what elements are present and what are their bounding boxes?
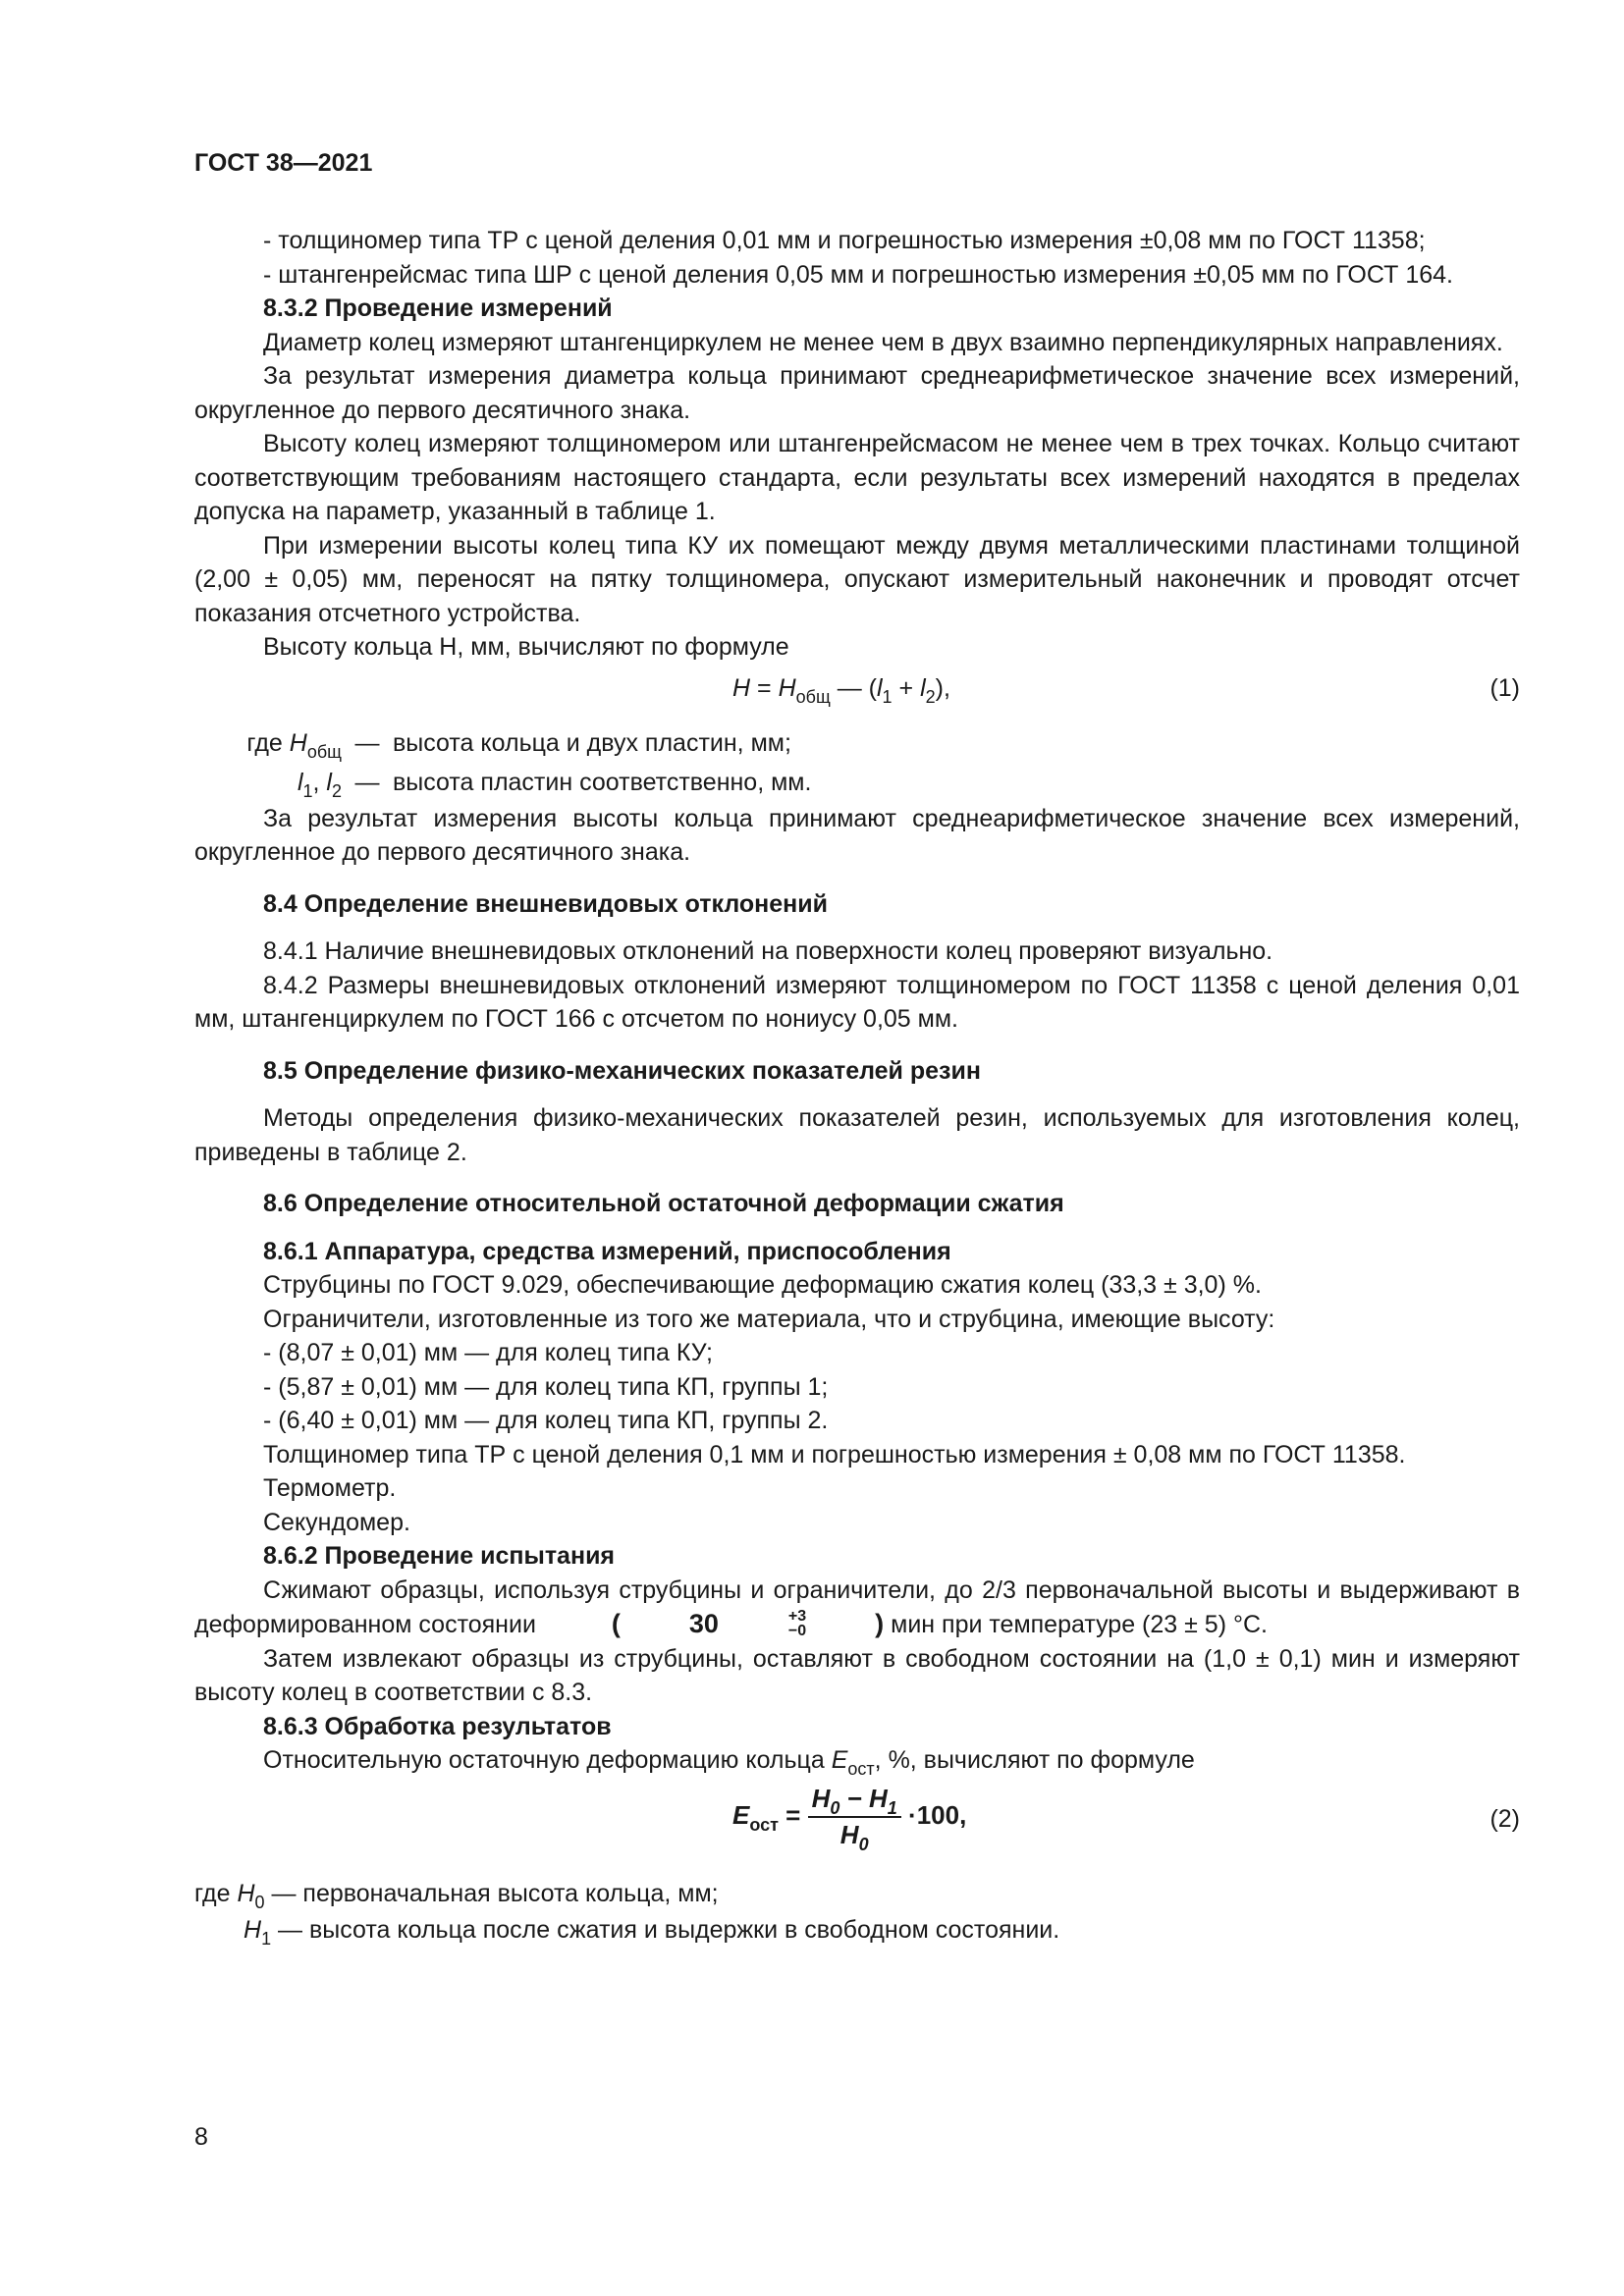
formula-1-legend	[194, 723, 1520, 802]
subsection-heading: 8.6.3 Обработка результатов	[263, 1712, 612, 1740]
legend-dash: —	[354, 728, 380, 757]
paragraph: За результат измерения диаметра кольца принимают среднеарифметическое значение всех измерений, округленное до первого десятичного знака.	[194, 362, 1520, 424]
formula-2-legend	[194, 1876, 1520, 1949]
list-item: - (6,40 ± 0,01) мм — для колец типа КП, группы 2.	[263, 1407, 829, 1434]
subsection-heading: 8.6.1 Аппаратура, средства измерений, приспособления	[263, 1237, 951, 1265]
legend-dash: —	[354, 768, 380, 796]
page-number: 8	[194, 2123, 208, 2151]
document-header: ГОСТ 38—2021	[194, 149, 373, 177]
section-heading: 8.4 Определение внешневидовых отклонений	[263, 889, 828, 918]
section-heading: 8.6 Определение относительной остаточной деформации сжатия	[263, 1190, 1064, 1217]
paragraph: Толщиномер типа ТР с ценой деления 0,1 мм и погрешностью измерения ± 0,08 мм по ГОСТ 11358.	[263, 1440, 1406, 1468]
formula-1-expression: $H = H_{общ}$ — $(l_1 + l_2)$,	[732, 673, 950, 707]
paragraph: Сжимают образцы, используя струбцины и ограничители, до 2/3 первоначальной высоты и выдерживают в деформированном состоянии ( 30 +3 −0 ) мин при температуре (23 ± 5) °С.	[194, 1575, 1520, 1640]
list-item: - (5,87 ± 0,01) мм — для колец типа КП, группы 1;	[263, 1372, 829, 1401]
paragraph: Высоту колец измеряют толщиномером или штангенрейсмасом не менее чем в трех точках. Кольцо считают соответствующим требованиям настоящего стандарта, если результаты всех измерений находятся в пределах допуска на параметр, указанный в таблице 1.	[194, 430, 1520, 525]
paragraph: Относительную остаточную деформацию кольца $E_{ост}$, %, вычисляют по формуле	[263, 1746, 1195, 1779]
list-item: - (8,07 ± 0,01) мм — для колец типа КУ;	[263, 1339, 713, 1366]
paragraph: 8.4.2 Размеры внешневидовых отклонений измеряют толщиномером по ГОСТ 11358 с ценой деления 0,01 мм, штангенциркулем по ГОСТ 166 с отсчетом по нониусу 0,05 мм.	[194, 971, 1520, 1033]
time-limit-value: ( 30 +3 −0 )	[611, 1608, 885, 1640]
formula-1	[194, 665, 1520, 723]
paragraph: Диаметр колец измеряют штангенциркулем не менее чем в двух взаимно перпендикулярных направлениях.	[263, 328, 1503, 356]
paragraph: Методы определения физико-механических показателей резин, используемых для изготовления колец, приведены в таблице 2.	[194, 1104, 1520, 1166]
list-item: - штангенрейсмас типа ШР с ценой деления 0,05 мм и погрешностью измерения ±0,05 мм по ГОСТ 164.	[263, 260, 1453, 289]
formula-2-expression: $E_{ост}$ = $\frac{H_0 - H_1}{H_0}$ ·100,	[732, 1783, 967, 1854]
formula-2	[194, 1778, 1520, 1876]
section-heading: 8.5 Определение физико-механических показателей резин	[263, 1056, 981, 1085]
paragraph: Секундомер.	[263, 1508, 410, 1536]
formula-1-number: (1)	[1489, 673, 1520, 702]
paragraph: Термометр.	[263, 1474, 397, 1502]
legend-description: высота кольца и двух пластин, мм;	[393, 728, 791, 757]
subsection-heading: 8.6.2 Проведение испытания	[263, 1542, 616, 1570]
legend-symbol: $l_1$, $l_2$	[297, 768, 342, 801]
legend-row: $H_1$ — высота кольца после сжатия и выдержки в свободном состоянии.	[244, 1915, 1060, 1949]
paragraph: Струбцины по ГОСТ 9.029, обеспечивающие деформацию сжатия колец (33,3 ± 3,0) %.	[263, 1271, 1262, 1299]
paragraph: Высоту кольца Н, мм, вычисляют по формуле	[263, 633, 789, 661]
legend-symbol: где $H_{общ}$	[246, 728, 342, 762]
legend-description: высота пластин соответственно, мм.	[393, 768, 812, 796]
paragraph: При измерении высоты колец типа КУ их помещают между двумя металлическими пластинами толщиной (2,00 ± 0,05) мм, переносят на пятку толщиномера, опускают измерительный наконечник и проводят отсчет показания отсчетного устройства.	[194, 531, 1520, 627]
paragraph: За результат измерения высоты кольца принимают среднеарифметическое значение всех измерений, округленное до первого десятичного знака.	[194, 804, 1520, 866]
legend-row: где $H_0$ — первоначальная высота кольца, мм;	[194, 1879, 719, 1912]
formula-2-number: (2)	[1489, 1804, 1520, 1833]
document-body	[194, 224, 1520, 1949]
list-item: - толщиномер типа ТР с ценой деления 0,01 мм и погрешностью измерения ±0,08 мм по ГОСТ 11358;	[263, 227, 1426, 254]
paragraph: Затем извлекают образцы из струбцины, оставляют в свободном состоянии на (1,0 ± 0,1) мин и измеряют высоту колец в соответствии с 8.3.	[194, 1644, 1520, 1706]
paragraph: 8.4.1 Наличие внешневидовых отклонений на поверхности колец проверяют визуально.	[263, 937, 1273, 965]
paragraph: Ограничители, изготовленные из того же материала, что и струбцина, имеющие высоту:	[263, 1305, 1275, 1333]
section-heading: 8.3.2 Проведение измерений	[263, 294, 613, 322]
